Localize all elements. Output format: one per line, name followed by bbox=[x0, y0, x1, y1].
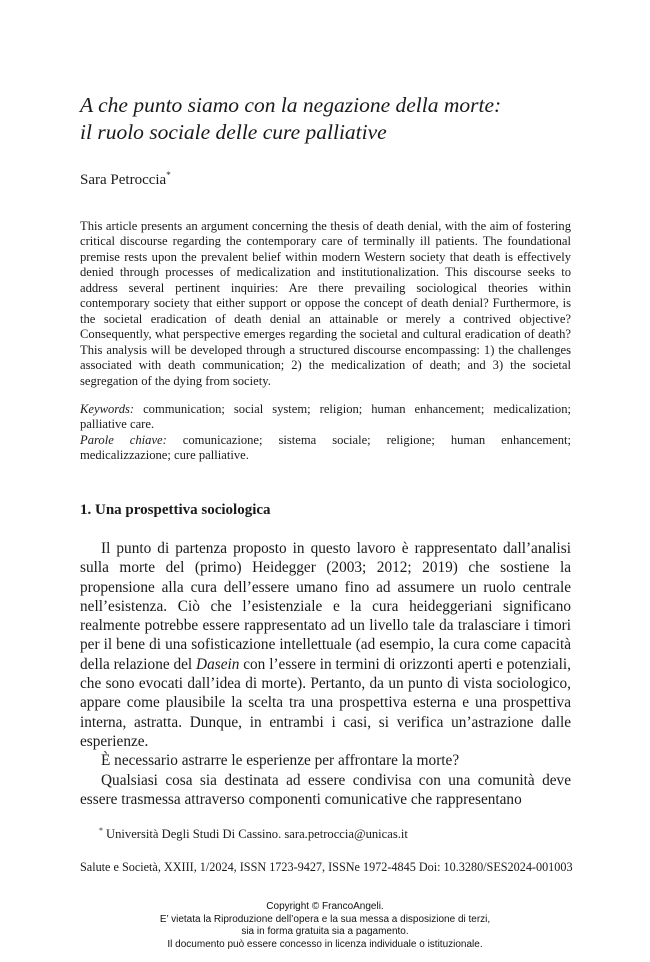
keywords-block bbox=[80, 402, 571, 464]
author bbox=[80, 166, 171, 189]
footnote-text: Università Degli Studi Di Cassino. sara.petroccia@unicas.it bbox=[106, 827, 408, 842]
copyright-notice bbox=[0, 901, 650, 951]
parole-chiave-text: comunicazione; sistema sociale; religione; human enhancement; medicalizzazione; cure palliative. bbox=[80, 432, 571, 463]
abstract: This article presents an argument concerning the thesis of death denial, with the aim of fostering critical discourse regarding the contemporary care of terminally ill patients. The foundational premise rests upon the prevalent belief within modern Western society that death is effectively denied through processes of medicalization and institutionalization. This discourse seeks to address several pertinent inquiries: Are there prevailing sociological theories within contemporary society that either support or oppose the concept of death denial? Furthermore, is the societal eradication of death denial an attainable or merely a contrived objective? Consequently, what perspective emerges regarding the societal and cultural eradication of death? This analysis will be developed through a structured discourse encompassing: 1) the challenges associated with death communication; 2) the medicalization of death; and 3) the societal segregation of the dying from society. bbox=[80, 219, 571, 388]
parole-chiave-label: Parole chiave: bbox=[80, 432, 167, 447]
article-title bbox=[80, 92, 570, 146]
keywords-line bbox=[80, 402, 571, 433]
paragraph-1-part-a: Il punto di partenza proposto in questo lavoro è rappresentato dall’analisi sulla morte del (primo) Heidegger (2003; 2012; 2019) che sostiene la propensione alla cura dell’essere umano fino ad assumere un ruolo centrale nell’esistenza. Ciò che l’esistenziale e la cura heideggeriani significano realmente potrebbe essere rappresentato ad un livello tale da tralasciare i timori per il bene di una sofisticazione intellettuale (ad esempio, la cura come capacità della relazione del bbox=[80, 540, 571, 673]
footnote-mark: * bbox=[99, 826, 103, 835]
dasein-term: Dasein bbox=[196, 655, 240, 673]
paragraph-2: È necessario astrarre le esperienze per affrontare la morte? bbox=[101, 752, 460, 770]
copyright-line-3: sia in forma gratuita sia a pagamento. bbox=[241, 926, 409, 937]
parole-chiave-line bbox=[80, 433, 571, 464]
body-text bbox=[80, 539, 571, 809]
paragraph-1-part-b: con l’essere in termini di orizzonti aperti e potenziali, che sono evocati dall’idea di morte). Pertanto, da un punto di vista sociologico, appare come plausibile la scelta tra una prospettiva esterna e una prospettiva interna, astratta. Dunque, in entrambi i casi, si verifica un’astrazione dalle esperienze. bbox=[80, 655, 572, 750]
keywords-text: communication; social system; religion; human enhancement; medicalization; palliative care. bbox=[80, 402, 572, 432]
article-title-line-1: A che punto siamo con la negazione della morte: bbox=[80, 93, 502, 117]
author-name: Sara Petroccia bbox=[80, 172, 167, 188]
paragraph-3: Qualsiasi cosa sia destinata ad essere condivisa con una comunità deve essere trasmessa attraverso componenti comunicative che rappresentano bbox=[80, 771, 571, 808]
copyright-line-2: E’ vietata la Riproduzione dell’opera e la sua messa a disposizione di terzi, bbox=[159, 913, 491, 925]
section-heading: 1. Una prospettiva sociologica bbox=[80, 502, 271, 518]
author-footnote-mark: * bbox=[166, 170, 171, 180]
paragraph-1 bbox=[80, 539, 571, 751]
keywords-label: Keywords: bbox=[80, 402, 135, 416]
journal-info: Salute e Società, XXIII, 1/2024, ISSN 1723-9427, ISSNe 1972-4845 Doi: 10.3280/SES2024-001003 bbox=[80, 860, 573, 874]
copyright-line-4: Il documento può essere concesso in licenza individuale o istituzionale. bbox=[167, 938, 483, 950]
copyright-line-1: Copyright © FrancoAngeli. bbox=[266, 901, 384, 912]
footnote bbox=[99, 823, 408, 842]
article-title-line-2: il ruolo sociale delle cure palliative bbox=[80, 120, 387, 144]
